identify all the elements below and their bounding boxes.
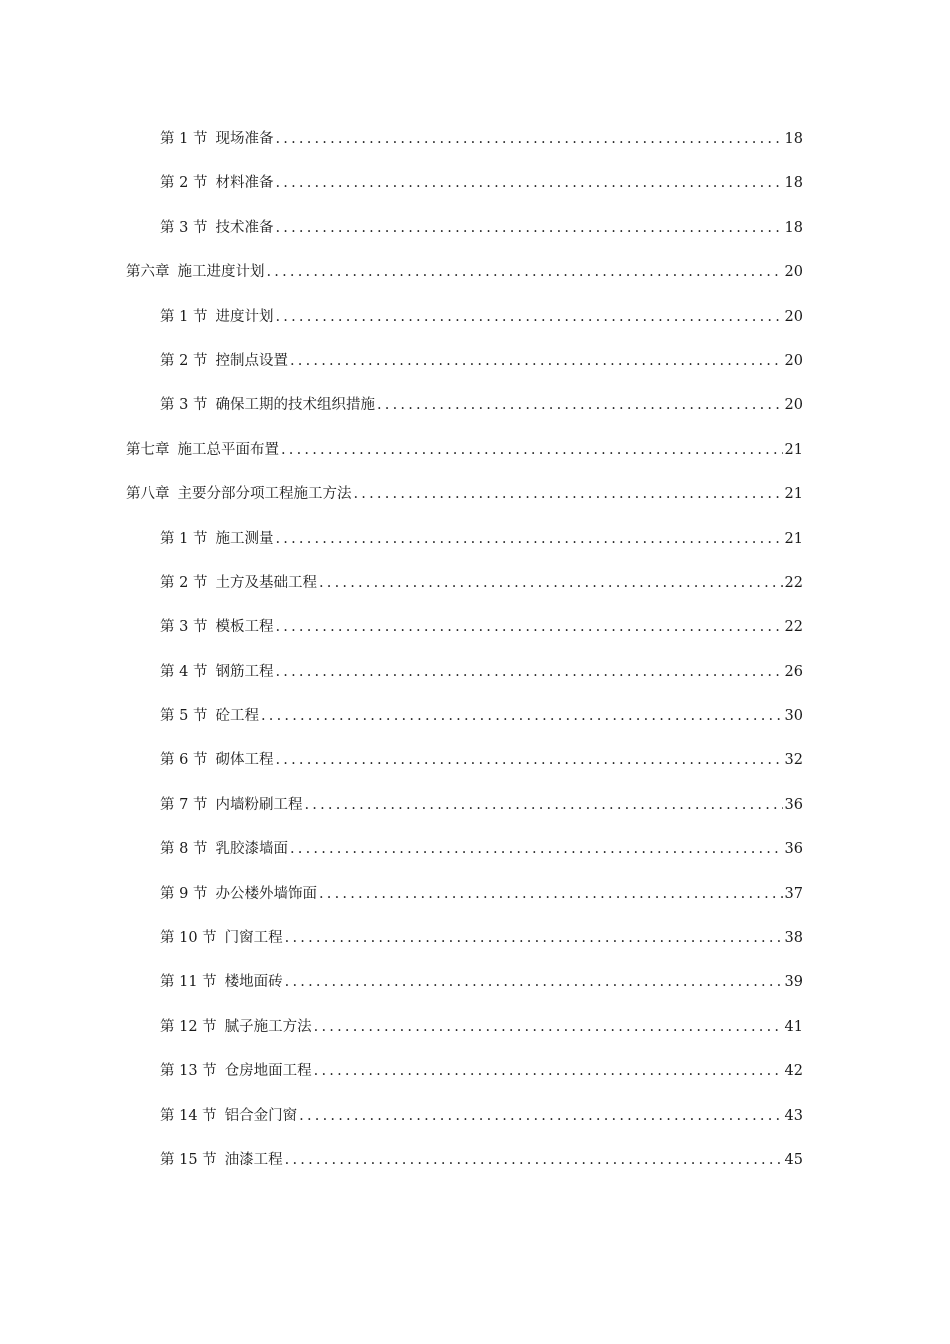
toc-entry-label (160, 216, 273, 240)
toc-entry-page: 38 (784, 930, 803, 947)
toc-entry-label (126, 260, 265, 284)
toc-entry-title: 施工进度计划 (177, 264, 265, 281)
toc-entry-page: 39 (784, 974, 803, 991)
toc-entry-title: 确保工期的技术组织措施 (215, 397, 375, 414)
toc-dot-leader (377, 393, 783, 417)
toc-entry-number: 第 1 节 (160, 131, 208, 147)
toc-entry-label (160, 704, 259, 728)
toc-entry-title: 土方及基础工程 (215, 574, 317, 591)
toc-entry-number: 第 15 节 (160, 1151, 217, 1168)
toc-dot-leader (275, 305, 782, 329)
toc-entry-label (160, 349, 288, 373)
toc-entry-page: 43 (784, 1107, 803, 1124)
toc-entry-page: 18 (784, 175, 803, 192)
toc-entry-page: 36 (784, 796, 803, 813)
toc-dot-leader (275, 127, 782, 151)
toc-entry-title: 材料准备 (215, 175, 274, 192)
toc-entry-number: 第六章 (126, 264, 170, 281)
toc-entry-label (160, 527, 273, 551)
toc-entry[interactable] (126, 438, 803, 482)
toc-dot-leader (275, 216, 782, 240)
toc-dot-leader (299, 1104, 782, 1128)
toc-dot-leader (290, 349, 783, 373)
toc-dot-leader (285, 970, 783, 994)
toc-entry-title: 进度计划 (215, 308, 274, 325)
toc-entry-number: 第 3 节 (160, 219, 208, 236)
toc-entry-number: 第 13 节 (160, 1063, 217, 1080)
toc-entry[interactable] (126, 704, 803, 748)
toc-entry[interactable] (126, 1104, 803, 1148)
toc-entry-page: 32 (784, 752, 803, 769)
toc-entry-page: 26 (784, 663, 803, 680)
toc-entry-label (160, 748, 273, 772)
toc-entry[interactable] (126, 1059, 803, 1103)
toc-entry-number: 第 3 节 (160, 397, 208, 414)
toc-entry-number: 第 5 节 (160, 708, 208, 725)
toc-entry[interactable] (126, 305, 803, 349)
toc-entry-page: 20 (784, 264, 803, 281)
toc-entry-page: 20 (784, 352, 803, 369)
toc-entry-number: 第 11 节 (160, 974, 217, 991)
toc-entry-number: 第 2 节 (160, 574, 208, 591)
toc-entry-label (160, 127, 273, 151)
toc-entry-page: 22 (784, 619, 803, 636)
toc-entry-number: 第 3 节 (160, 619, 208, 636)
toc-entry-page: 45 (784, 1151, 803, 1168)
toc-entry-page: 21 (784, 486, 803, 503)
toc-entry[interactable] (126, 527, 803, 571)
toc-entry-page: 21 (784, 530, 803, 547)
toc-entry-number: 第 10 节 (160, 930, 217, 947)
toc-entry-label (160, 393, 375, 417)
toc-entry-number: 第 1 节 (160, 308, 208, 325)
toc-dot-leader (319, 571, 783, 595)
toc-entry[interactable] (126, 571, 803, 615)
toc-entry-number: 第七章 (126, 441, 170, 458)
toc-dot-leader (304, 793, 782, 817)
toc-entry-number: 第 14 节 (160, 1107, 217, 1124)
toc-dot-leader (290, 837, 783, 861)
toc-entry[interactable] (126, 660, 803, 704)
toc-entry-number: 第八章 (126, 486, 170, 503)
toc-entry-page: 21 (784, 441, 803, 458)
toc-dot-leader (314, 1015, 783, 1039)
toc-entry-title: 控制点设置 (215, 352, 288, 369)
toc-entry-title: 主要分部分项工程施工方法 (177, 486, 352, 503)
toc-dot-leader (267, 260, 783, 284)
toc-entry-title: 现场准备 (215, 131, 274, 147)
toc-entry-label (160, 1015, 312, 1039)
toc-entry-number: 第 2 节 (160, 175, 208, 192)
toc-entry-page: 20 (784, 308, 803, 325)
toc-entry-number: 第 1 节 (160, 530, 208, 547)
toc-entry-label (160, 1104, 297, 1128)
toc-dot-leader (261, 704, 783, 728)
toc-entry-title: 内墙粉刷工程 (215, 796, 303, 813)
toc-entry-label (126, 438, 279, 462)
toc-entry-page: 30 (784, 708, 803, 725)
toc-entry-title: 钢筋工程 (215, 663, 274, 680)
toc-entry-page: 42 (784, 1063, 803, 1080)
toc-entry-title: 腻子施工方法 (224, 1018, 312, 1035)
toc-dot-leader (281, 438, 783, 462)
toc-entry-page: 36 (784, 841, 803, 858)
toc-entry-title: 施工测量 (215, 530, 274, 547)
toc-entry[interactable] (126, 837, 803, 881)
toc-entry[interactable] (126, 882, 803, 926)
toc-entry-page: 20 (784, 397, 803, 414)
toc-entry-page: 22 (784, 574, 803, 591)
toc-entry-title: 砌体工程 (215, 752, 274, 769)
toc-dot-leader (314, 1059, 783, 1083)
toc-entry-title: 砼工程 (215, 708, 259, 725)
toc-dot-leader (275, 615, 782, 639)
toc-dot-leader (319, 882, 783, 906)
toc-entry-label (160, 970, 283, 994)
toc-entry-label (160, 171, 273, 195)
toc-entry[interactable] (126, 793, 803, 837)
toc-entry-number: 第 9 节 (160, 885, 208, 902)
table-of-contents (126, 127, 803, 1192)
toc-dot-leader (275, 527, 782, 551)
toc-entry-number: 第 12 节 (160, 1018, 217, 1035)
toc-entry-page: 37 (784, 885, 803, 902)
toc-entry[interactable] (126, 171, 803, 215)
toc-entry[interactable] (126, 1015, 803, 1059)
toc-entry-title: 技术准备 (215, 219, 274, 236)
toc-entry-title: 油漆工程 (224, 1151, 283, 1168)
toc-entry-label (160, 793, 302, 817)
toc-entry-title: 乳胶漆墙面 (215, 841, 288, 858)
toc-entry-label (126, 482, 352, 506)
toc-entry-title: 施工总平面布置 (177, 441, 279, 458)
toc-dot-leader (285, 1148, 783, 1172)
toc-entry[interactable] (126, 748, 803, 792)
toc-entry[interactable] (126, 482, 803, 526)
toc-entry-title: 办公楼外墙饰面 (215, 885, 317, 902)
toc-entry-number: 第 2 节 (160, 352, 208, 369)
toc-entry[interactable] (126, 393, 803, 437)
toc-entry[interactable] (126, 926, 803, 970)
toc-entry-label (160, 1148, 283, 1172)
toc-entry-number: 第 7 节 (160, 796, 208, 813)
toc-entry-label (160, 615, 273, 639)
toc-entry-number: 第 6 节 (160, 752, 208, 769)
toc-entry-number: 第 8 节 (160, 841, 208, 858)
toc-entry[interactable] (126, 615, 803, 659)
toc-entry[interactable] (126, 216, 803, 260)
toc-dot-leader (354, 482, 783, 506)
toc-entry-label (160, 837, 288, 861)
toc-entry[interactable] (126, 127, 803, 171)
toc-entry-page: 18 (784, 219, 803, 236)
toc-entry-page: 18 (784, 131, 803, 147)
toc-entry-page: 41 (784, 1018, 803, 1035)
toc-entry-title: 模板工程 (215, 619, 274, 636)
toc-entry[interactable] (126, 970, 803, 1014)
toc-entry[interactable] (126, 1148, 803, 1192)
toc-dot-leader (285, 926, 783, 950)
toc-entry-title: 楼地面砖 (224, 974, 283, 991)
toc-dot-leader (275, 748, 782, 772)
toc-dot-leader (275, 660, 782, 684)
toc-entry-title: 门窗工程 (224, 930, 283, 947)
toc-entry-label (160, 660, 273, 684)
toc-entry[interactable] (126, 260, 803, 304)
toc-entry-label (160, 305, 273, 329)
toc-entry-label (160, 882, 317, 906)
toc-entry-number: 第 4 节 (160, 663, 208, 680)
toc-entry-title: 仓房地面工程 (224, 1063, 312, 1080)
toc-entry-label (160, 1059, 312, 1083)
toc-entry-label (160, 926, 283, 950)
toc-dot-leader (275, 171, 782, 195)
toc-entry-title: 铝合金门窗 (224, 1107, 298, 1124)
toc-entry-label (160, 571, 317, 595)
toc-entry[interactable] (126, 349, 803, 393)
